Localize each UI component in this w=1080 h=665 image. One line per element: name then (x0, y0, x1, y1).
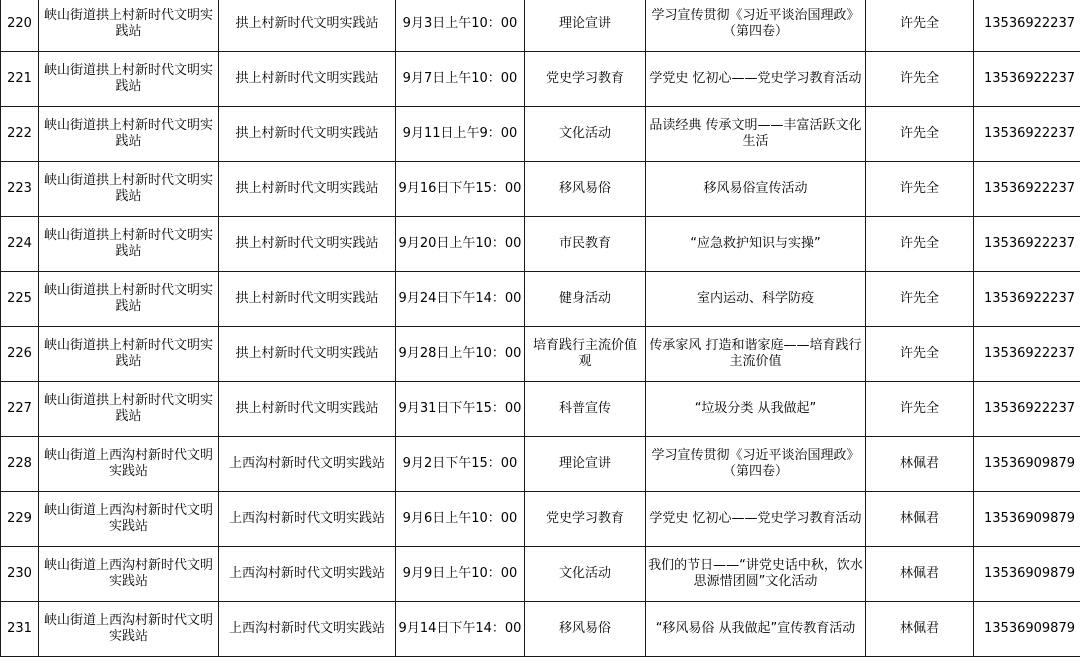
table-row (1, 0, 1080, 52)
organization-cell[interactable]: 峡山街道拱上村新时代文明实践站 (39, 272, 219, 327)
organization-cell[interactable]: 峡山街道拱上村新时代文明实践站 (39, 217, 219, 272)
time-cell[interactable]: 9月16日下午15：00 (396, 162, 525, 217)
phone-cell[interactable]: 13536922237 (974, 217, 1080, 272)
activity-type-cell[interactable]: 培育践行主流价值观 (525, 327, 646, 382)
phone-cell[interactable]: 13536922237 (974, 272, 1080, 327)
table-row (1, 327, 1080, 382)
phone-cell[interactable]: 13536922237 (974, 382, 1080, 437)
activity-topic-cell[interactable]: “移风易俗 从我做起”宣传教育活动 (646, 602, 866, 657)
time-cell[interactable]: 9月3日上午10：00 (396, 0, 525, 52)
time-cell[interactable]: 9月24日下午14：00 (396, 272, 525, 327)
table-row (1, 382, 1080, 437)
table-row (1, 162, 1080, 217)
phone-cell[interactable]: 13536909879 (974, 602, 1080, 657)
activity-type-cell[interactable]: 党史学习教育 (525, 52, 646, 107)
activity-topic-cell[interactable]: 移风易俗宣传活动 (646, 162, 866, 217)
contact-name-cell[interactable]: 许先全 (866, 217, 974, 272)
table-row (1, 547, 1080, 602)
contact-name-cell[interactable]: 林佩君 (866, 492, 974, 547)
table-body (1, 0, 1080, 657)
row-number-cell[interactable]: 228 (1, 437, 39, 492)
activity-topic-cell[interactable]: 我们的节日——“讲党史话中秋，饮水思源惜团圆”文化活动 (646, 547, 866, 602)
row-number-cell[interactable]: 221 (1, 52, 39, 107)
activity-topic-cell[interactable]: 学党史 忆初心——党史学习教育活动 (646, 492, 866, 547)
time-cell[interactable]: 9月11日上午9：00 (396, 107, 525, 162)
activity-topic-cell[interactable]: 学习宣传贯彻《习近平谈治国理政》（第四卷） (646, 0, 866, 52)
station-cell[interactable]: 拱上村新时代文明实践站 (219, 327, 396, 382)
table-row (1, 437, 1080, 492)
phone-cell[interactable]: 13536922237 (974, 0, 1080, 52)
row-number-cell[interactable]: 230 (1, 547, 39, 602)
phone-cell[interactable]: 13536909879 (974, 492, 1080, 547)
activity-type-cell[interactable]: 党史学习教育 (525, 492, 646, 547)
organization-cell[interactable]: 峡山街道上西沟村新时代文明实践站 (39, 437, 219, 492)
time-cell[interactable]: 9月9日上午10：00 (396, 547, 525, 602)
activity-type-cell[interactable]: 理论宣讲 (525, 437, 646, 492)
station-cell[interactable]: 拱上村新时代文明实践站 (219, 52, 396, 107)
time-cell[interactable]: 9月20日上午10：00 (396, 217, 525, 272)
contact-name-cell[interactable]: 许先全 (866, 382, 974, 437)
activity-topic-cell[interactable]: “垃圾分类 从我做起” (646, 382, 866, 437)
row-number-cell[interactable]: 226 (1, 327, 39, 382)
organization-cell[interactable]: 峡山街道上西沟村新时代文明实践站 (39, 602, 219, 657)
activity-topic-cell[interactable]: 室内运动、科学防疫 (646, 272, 866, 327)
station-cell[interactable]: 拱上村新时代文明实践站 (219, 162, 396, 217)
row-number-cell[interactable]: 224 (1, 217, 39, 272)
station-cell[interactable]: 拱上村新时代文明实践站 (219, 0, 396, 52)
table-row (1, 272, 1080, 327)
organization-cell[interactable]: 峡山街道拱上村新时代文明实践站 (39, 52, 219, 107)
station-cell[interactable]: 上西沟村新时代文明实践站 (219, 492, 396, 547)
activity-type-cell[interactable]: 市民教育 (525, 217, 646, 272)
time-cell[interactable]: 9月6日上午10：00 (396, 492, 525, 547)
contact-name-cell[interactable]: 林佩君 (866, 602, 974, 657)
row-number-cell[interactable]: 220 (1, 0, 39, 52)
contact-name-cell[interactable]: 许先全 (866, 52, 974, 107)
station-cell[interactable]: 拱上村新时代文明实践站 (219, 217, 396, 272)
contact-name-cell[interactable]: 林佩君 (866, 547, 974, 602)
phone-cell[interactable]: 13536922237 (974, 52, 1080, 107)
station-cell[interactable]: 上西沟村新时代文明实践站 (219, 437, 396, 492)
contact-name-cell[interactable]: 许先全 (866, 327, 974, 382)
activity-type-cell[interactable]: 科普宣传 (525, 382, 646, 437)
contact-name-cell[interactable]: 许先全 (866, 162, 974, 217)
activity-topic-cell[interactable]: 品读经典 传承文明——丰富活跃文化生活 (646, 107, 866, 162)
activity-type-cell[interactable]: 移风易俗 (525, 602, 646, 657)
phone-cell[interactable]: 13536922237 (974, 107, 1080, 162)
time-cell[interactable]: 9月31日下午15：00 (396, 382, 525, 437)
phone-cell[interactable]: 13536909879 (974, 547, 1080, 602)
row-number-cell[interactable]: 225 (1, 272, 39, 327)
activity-type-cell[interactable]: 理论宣讲 (525, 0, 646, 52)
station-cell[interactable]: 拱上村新时代文明实践站 (219, 107, 396, 162)
organization-cell[interactable]: 峡山街道拱上村新时代文明实践站 (39, 0, 219, 52)
time-cell[interactable]: 9月14日下午14：00 (396, 602, 525, 657)
time-cell[interactable]: 9月28日上午10：00 (396, 327, 525, 382)
row-number-cell[interactable]: 227 (1, 382, 39, 437)
activity-topic-cell[interactable]: 学党史 忆初心——党史学习教育活动 (646, 52, 866, 107)
contact-name-cell[interactable]: 许先全 (866, 0, 974, 52)
phone-cell[interactable]: 13536909879 (974, 437, 1080, 492)
station-cell[interactable]: 上西沟村新时代文明实践站 (219, 547, 396, 602)
activity-topic-cell[interactable]: 学习宣传贯彻《习近平谈治国理政》（第四卷） (646, 437, 866, 492)
station-cell[interactable]: 上西沟村新时代文明实践站 (219, 602, 396, 657)
contact-name-cell[interactable]: 林佩君 (866, 437, 974, 492)
organization-cell[interactable]: 峡山街道拱上村新时代文明实践站 (39, 162, 219, 217)
table-row (1, 602, 1080, 657)
row-number-cell[interactable]: 222 (1, 107, 39, 162)
activity-type-cell[interactable]: 文化活动 (525, 547, 646, 602)
activity-type-cell[interactable]: 文化活动 (525, 107, 646, 162)
activity-topic-cell[interactable]: “应急救护知识与实操” (646, 217, 866, 272)
activity-type-cell[interactable]: 健身活动 (525, 272, 646, 327)
activity-type-cell[interactable]: 移风易俗 (525, 162, 646, 217)
phone-cell[interactable]: 13536922237 (974, 327, 1080, 382)
row-number-cell[interactable]: 223 (1, 162, 39, 217)
organization-cell[interactable]: 峡山街道拱上村新时代文明实践站 (39, 327, 219, 382)
station-cell[interactable]: 拱上村新时代文明实践站 (219, 272, 396, 327)
row-number-cell[interactable]: 231 (1, 602, 39, 657)
time-cell[interactable]: 9月2日下午15：00 (396, 437, 525, 492)
activity-topic-cell[interactable]: 传承家风 打造和谐家庭——培育践行主流价值 (646, 327, 866, 382)
station-cell[interactable]: 拱上村新时代文明实践站 (219, 382, 396, 437)
table-row (1, 217, 1080, 272)
organization-cell[interactable]: 峡山街道拱上村新时代文明实践站 (39, 382, 219, 437)
table-row (1, 492, 1080, 547)
organization-cell[interactable]: 峡山街道上西沟村新时代文明实践站 (39, 547, 219, 602)
contact-name-cell[interactable]: 许先全 (866, 107, 974, 162)
contact-name-cell[interactable]: 许先全 (866, 272, 974, 327)
table-row (1, 52, 1080, 107)
phone-cell[interactable]: 13536922237 (974, 162, 1080, 217)
organization-cell[interactable]: 峡山街道拱上村新时代文明实践站 (39, 107, 219, 162)
row-number-cell[interactable]: 229 (1, 492, 39, 547)
time-cell[interactable]: 9月7日上午10：00 (396, 52, 525, 107)
organization-cell[interactable]: 峡山街道上西沟村新时代文明实践站 (39, 492, 219, 547)
table-row (1, 107, 1080, 162)
